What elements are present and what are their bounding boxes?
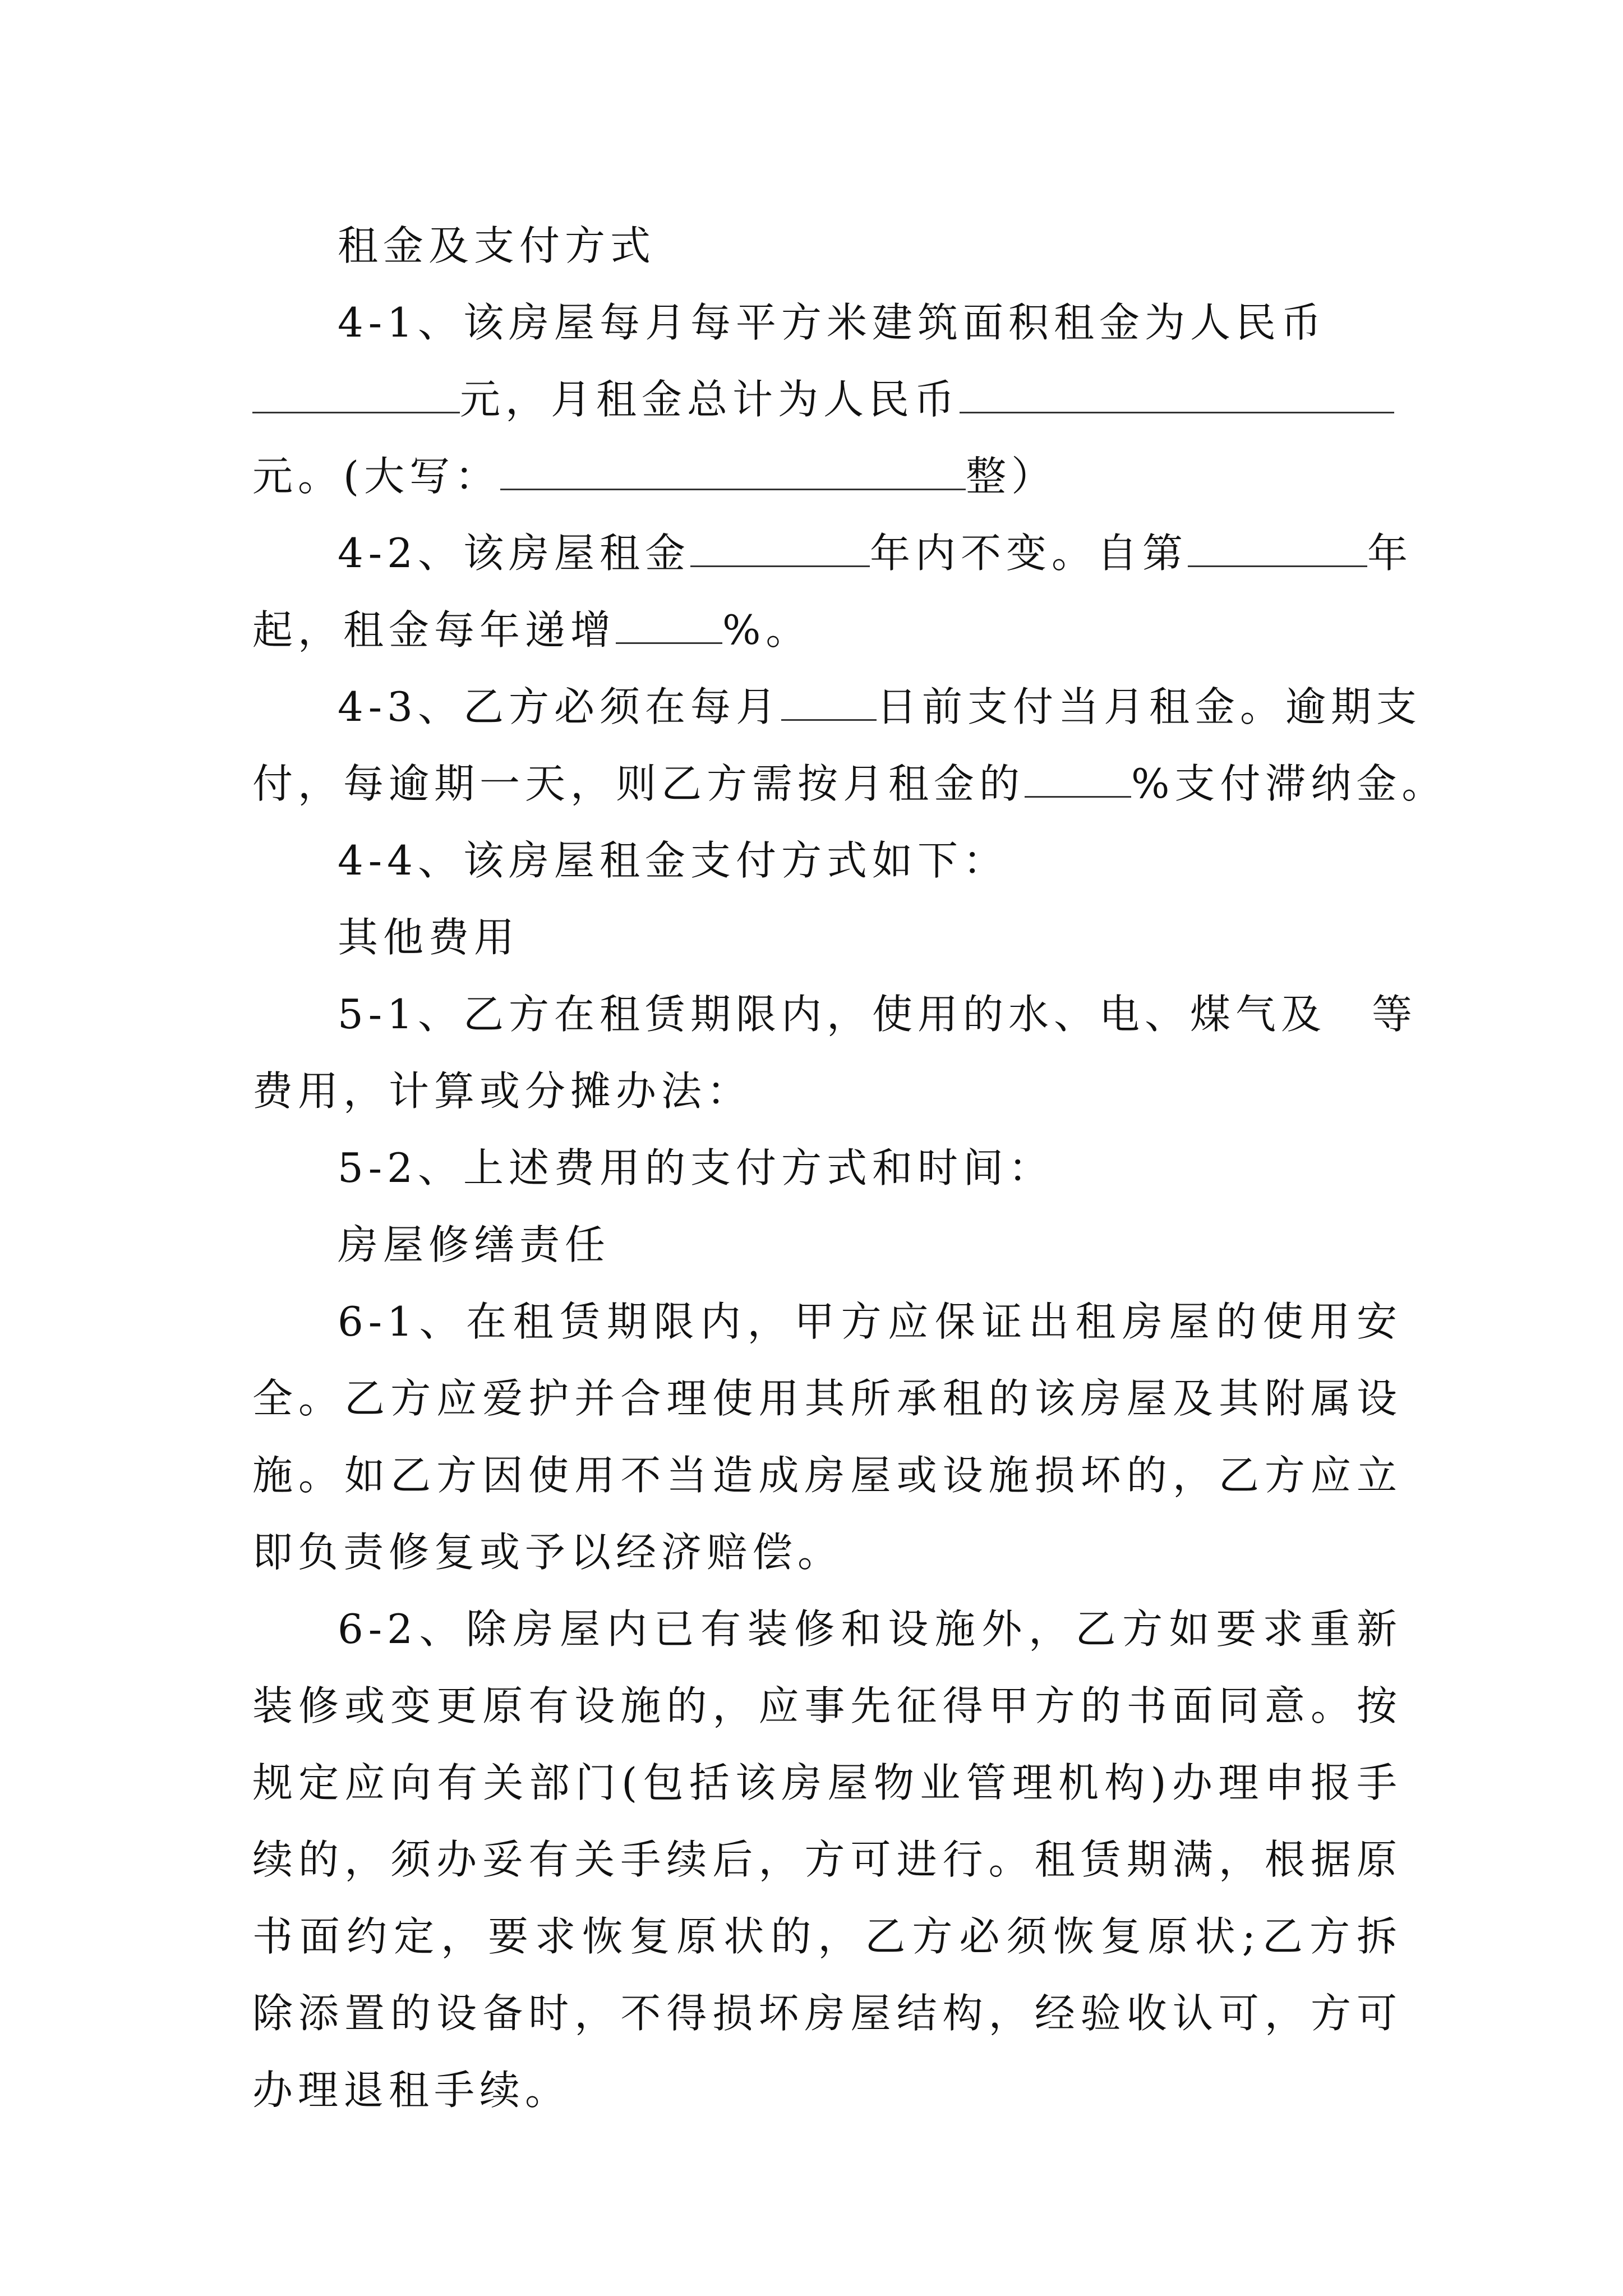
clause-4-3-text-a: 4-3、乙方必须在每月 (338, 683, 781, 730)
blank-annual-increase (616, 609, 722, 644)
clause-6-1: 6-1、在租赁期限内，甲方应保证出租房屋的使用安全。乙方应爱护并合理使用其所承租的该房屋及其附属设施。如乙方因使用不当造成房屋或设施损坏的，乙方应立即负责修复或予以经济赔偿。 (252, 1298, 1402, 1576)
clause-4-1 (252, 284, 1402, 515)
document-body (252, 208, 1447, 2129)
clause-4-2-text-e: %。 (722, 606, 811, 654)
clause-4-1-text-a: 4-1、该房屋每月每平方米建筑面积租金为人民币 (338, 299, 1326, 346)
clause-4-2-text-b: 年内不变。自第 (869, 530, 1188, 577)
clause-4-3-text-d: %支付滞纳金。 (1131, 760, 1447, 807)
clause-4-1-text-b: 元，月租金总计为人民币 (460, 376, 960, 423)
clause-4-3 (252, 669, 1447, 822)
clause-4-3-text-c: 付，每逾期一天，则乙方需按月租金的 (252, 760, 1025, 807)
blank-late-fee-rate (1025, 762, 1131, 798)
blank-fixed-years (690, 532, 870, 567)
clause-4-4: 4-4、该房屋租金支付方式如下： (338, 837, 1008, 884)
clause-4-3-text-b: 日前支付当月租金。逾期支 (876, 683, 1422, 730)
section-heading-rent: 租金及支付方式 (338, 222, 656, 269)
clause-5-2: 5-2、上述费用的支付方式和时间： (338, 1144, 1054, 1191)
blank-price-per-sqm (252, 378, 460, 413)
clause-4-2 (252, 515, 1413, 669)
clause-5-1-text-a: 5-1、乙方在租赁期限内，使用的水、电、煤气及 等 (338, 991, 1417, 1038)
clause-4-2-text-c: 年 (1367, 530, 1413, 577)
blank-start-year (1188, 532, 1367, 567)
clause-4-2-text-a: 4-2、该房屋租金 (338, 530, 690, 577)
clause-4-2-text-d: 起，租金每年递增 (252, 606, 616, 654)
section-heading-other-fees: 其他费用 (338, 914, 520, 961)
clause-6-2: 6-2、除房屋内已有装修和设施外，乙方如要求重新装修或变更原有设施的，应事先征得甲方的书面同意。按规定应向有关部门(包括该房屋物业管理机构)办理申报手续的，须办妥有关手续后，方可进行。租赁期满，根据原书面约定，要求恢复原状的，乙方必须恢复原状;乙方拆除添置的设备时，不得损坏房屋结构，经验收认可，方可办理退租手续。 (252, 1605, 1402, 2114)
clause-5-1 (252, 976, 1417, 1130)
clause-4-1-text-c: 元。(大写： (252, 453, 501, 500)
blank-payment-day (781, 685, 877, 721)
blank-amount-in-words (500, 455, 966, 490)
blank-monthly-total (960, 378, 1394, 413)
clause-4-1-text-d: 整） (966, 453, 1057, 500)
section-heading-repair: 房屋修缮责任 (338, 1221, 611, 1268)
clause-5-1-text-b: 费用，计算或分摊办法： (252, 1068, 753, 1115)
